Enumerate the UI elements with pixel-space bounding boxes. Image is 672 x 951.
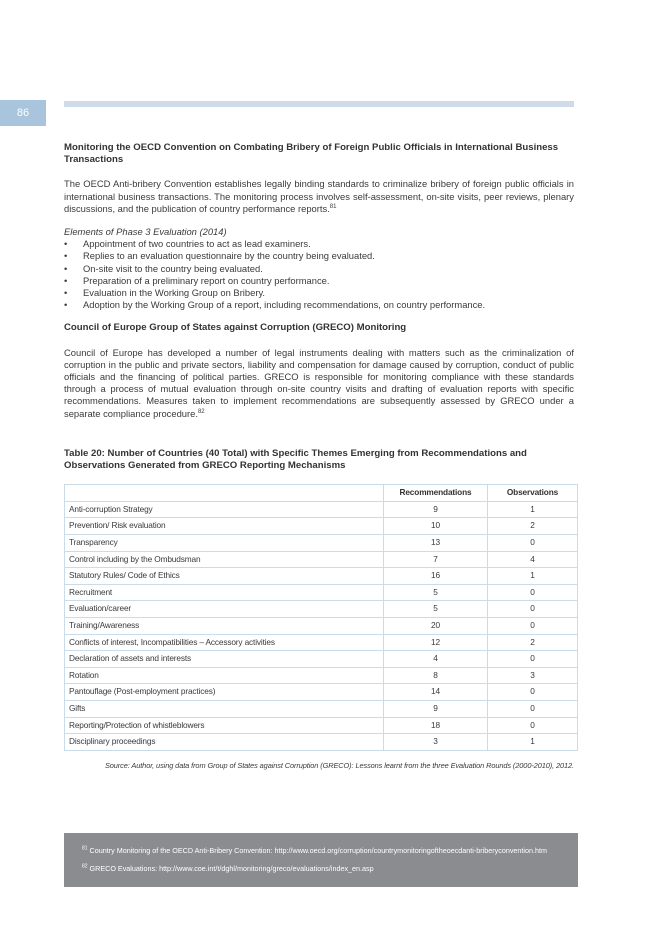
table-source: Source: Author, using data from Group of States against Corruption (GRECO): Lessons learnt from the three Evaluation Rounds (2000-2010), 2012.	[104, 760, 574, 770]
table-cell-observations: 4	[488, 551, 578, 568]
table-cell-theme: Evaluation/career	[65, 601, 384, 618]
table-cell-recommendations: 10	[384, 518, 488, 535]
table-row	[65, 601, 578, 618]
table-title: Table 20: Number of Countries (40 Total) with Specific Themes Emerging from Recommendations and Observations Generated from GRECO Reporting Mechanisms	[64, 447, 527, 472]
table-cell-recommendations: 20	[384, 618, 488, 635]
table-cell-theme: Gifts	[65, 700, 384, 717]
table-row	[65, 551, 578, 568]
table-cell-observations: 0	[488, 584, 578, 601]
table-cell-theme: Rotation	[65, 667, 384, 684]
footnotes-box	[64, 833, 578, 887]
table-cell-observations: 0	[488, 700, 578, 717]
list-item: • Appointment of two countries to act as lead examiners.	[64, 238, 574, 250]
table-cell-theme: Training/Awareness	[65, 618, 384, 635]
phase3-elements-heading: Elements of Phase 3 Evaluation (2014)	[64, 226, 227, 238]
footnote-text: Country Monitoring of the OECD Anti-Bribery Convention: http://www.oecd.org/corruption/countrymonitoringoftheoecdanti-briberyconvention.htm	[87, 846, 547, 855]
table-cell-observations: 0	[488, 684, 578, 701]
table-cell-observations: 1	[488, 501, 578, 518]
table-cell-recommendations: 9	[384, 700, 488, 717]
table-row	[65, 535, 578, 552]
table-cell-observations: 0	[488, 601, 578, 618]
footnote-number: 82	[82, 863, 88, 870]
table-cell-observations: 0	[488, 651, 578, 668]
section-greco-title: Council of Europe Group of States against Corruption (GRECO) Monitoring	[64, 322, 407, 334]
table-cell-theme: Statutory Rules/ Code of Ethics	[65, 568, 384, 585]
table-header-row	[65, 485, 578, 502]
list-item: • On-site visit to the country being evaluated.	[64, 263, 574, 275]
table-header-observations: Observations	[488, 485, 578, 502]
table-cell-theme: Control including by the Ombudsman	[65, 551, 384, 568]
footnote-ref-81: 81	[329, 203, 337, 210]
table-row	[65, 700, 578, 717]
list-item: • Evaluation in the Working Group on Bribery.	[64, 287, 574, 299]
table-header-theme	[65, 485, 384, 502]
table-body	[65, 501, 578, 750]
table-cell-theme: Prevention/ Risk evaluation	[65, 518, 384, 535]
table-cell-recommendations: 8	[384, 667, 488, 684]
table-row	[65, 501, 578, 518]
table-cell-theme: Disciplinary proceedings	[65, 734, 384, 751]
table-row	[65, 717, 578, 734]
top-rule	[64, 101, 574, 107]
section-oecd-paragraph	[64, 178, 574, 215]
section-oecd-paragraph-text: The OECD Anti-bribery Convention establishes legally binding standards to criminalize bribery of foreign public officials in international business transactions. The monitoring process involves self-assessment, on-site visits, peer reviews, plenary discussions, and the publication of country performance reports.	[64, 178, 574, 214]
table-cell-recommendations: 12	[384, 634, 488, 651]
table-cell-observations: 0	[488, 535, 578, 552]
list-item: • Replies to an evaluation questionnaire by the country being evaluated.	[64, 250, 574, 262]
table-row	[65, 518, 578, 535]
footnote-82	[82, 864, 578, 874]
table-row	[65, 634, 578, 651]
phase3-elements-list	[64, 238, 574, 311]
table-cell-recommendations: 5	[384, 584, 488, 601]
footnote-81	[82, 846, 578, 856]
table-cell-theme: Recruitment	[65, 584, 384, 601]
table-cell-observations: 2	[488, 634, 578, 651]
list-item: • Adoption by the Working Group of a report, including recommendations, on country performance.	[64, 299, 574, 311]
list-item: • Preparation of a preliminary report on country performance.	[64, 275, 574, 287]
table-cell-recommendations: 5	[384, 601, 488, 618]
table-cell-theme: Anti-corruption Strategy	[65, 501, 384, 518]
table-cell-observations: 3	[488, 667, 578, 684]
table-cell-theme: Conflicts of interest, Incompatibilities – Accessory activities	[65, 634, 384, 651]
table-row	[65, 618, 578, 635]
table-header-recommendations: Recommendations	[384, 485, 488, 502]
table-cell-observations: 1	[488, 734, 578, 751]
table-cell-recommendations: 7	[384, 551, 488, 568]
table-cell-observations: 1	[488, 568, 578, 585]
table-row	[65, 568, 578, 585]
table-cell-observations: 0	[488, 717, 578, 734]
table-row	[65, 651, 578, 668]
table-cell-recommendations: 13	[384, 535, 488, 552]
footnote-number: 81	[82, 845, 88, 852]
table-cell-theme: Transparency	[65, 535, 384, 552]
table-cell-recommendations: 14	[384, 684, 488, 701]
section-greco-paragraph	[64, 347, 574, 420]
table-cell-recommendations: 18	[384, 717, 488, 734]
table-cell-observations: 2	[488, 518, 578, 535]
table-cell-theme: Declaration of assets and interests	[65, 651, 384, 668]
page-number: 86	[0, 100, 46, 126]
table-cell-observations: 0	[488, 618, 578, 635]
table-row	[65, 734, 578, 751]
section-greco-paragraph-text: Council of Europe has developed a number of legal instruments dealing with matters such as the criminalization of corruption in the public and private sectors, liability and compensation for damage caused by corruption, conduct of public officials and the financing of political parties. GRECO is responsible for monitoring compliance with these standards through a process of mutual evaluation through on-site country visits and drafting of evaluation reports with specific recommendations. Measures taken to implement recommendations are subsequently assessed by GRECO under a separate compliance procedure.	[64, 346, 574, 419]
section-oecd-title: Monitoring the OECD Convention on Combating Bribery of Foreign Public Officials in International Business Transactions	[64, 142, 559, 166]
footnote-ref-82: 82	[197, 408, 205, 415]
greco-themes-table	[64, 484, 578, 751]
table-cell-recommendations: 3	[384, 734, 488, 751]
table-cell-recommendations: 4	[384, 651, 488, 668]
table-row	[65, 584, 578, 601]
table-cell-recommendations: 9	[384, 501, 488, 518]
table-cell-theme: Reporting/Protection of whistleblowers	[65, 717, 384, 734]
table-row	[65, 684, 578, 701]
table-cell-theme: Pantouflage (Post-employment practices)	[65, 684, 384, 701]
main-content	[64, 142, 574, 772]
footnote-text: GRECO Evaluations: http://www.coe.int/t/dghl/monitoring/greco/evaluations/index_en.asp	[87, 864, 374, 873]
table-cell-recommendations: 16	[384, 568, 488, 585]
table-row	[65, 667, 578, 684]
